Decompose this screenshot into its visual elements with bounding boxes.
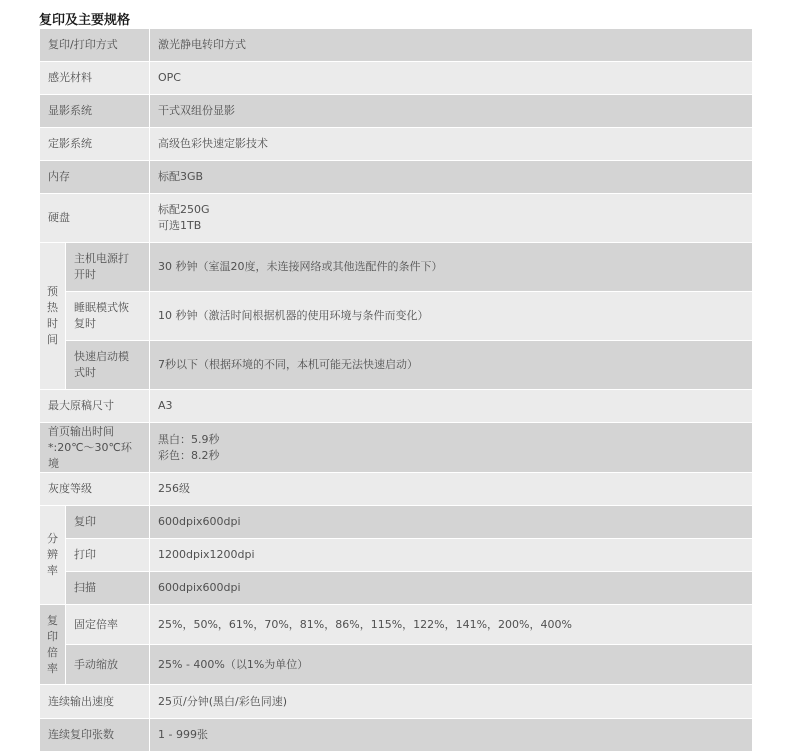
row-label: 主机电源打 开时 xyxy=(66,243,150,292)
row-label: 复印 xyxy=(66,506,150,539)
row-value: 黑白：5.9秒 彩色：8.2秒 xyxy=(150,423,753,473)
page-title: 复印及主要规格 xyxy=(39,13,131,28)
table-row xyxy=(40,341,753,390)
row-label: 感光材料 xyxy=(40,62,150,95)
row-label: 硬盘 xyxy=(40,194,150,243)
row-value: 干式双组份显影 xyxy=(150,95,753,128)
row-value: 600dpix600dpi xyxy=(150,572,753,605)
row-label: 打印 xyxy=(66,539,150,572)
table-row xyxy=(40,423,753,473)
table-row xyxy=(40,95,753,128)
row-label: 连续复印张数 xyxy=(40,719,150,752)
row-label: 复印/打印方式 xyxy=(40,29,150,62)
row-label: 首页输出时间 *:20℃～30℃环境 xyxy=(40,423,150,473)
table-row xyxy=(40,605,753,645)
table-row xyxy=(40,243,753,292)
row-label: 连续输出速度 xyxy=(40,685,150,719)
table-row xyxy=(40,719,753,752)
table-row xyxy=(40,572,753,605)
row-value: 1 - 999张 xyxy=(150,719,753,752)
row-value: 25页/分钟(黑白/彩色同速) xyxy=(150,685,753,719)
row-value: 25% - 400%（以1%为单位） xyxy=(150,645,753,685)
row-label: 扫描 xyxy=(66,572,150,605)
row-label: 灰度等级 xyxy=(40,473,150,506)
table-row xyxy=(40,685,753,719)
row-value: 25%，50%，61%，70%，81%，86%，115%，122%，141%，200%，400% xyxy=(150,605,753,645)
table-row xyxy=(40,194,753,243)
table-row xyxy=(40,128,753,161)
row-value: 7秒以下（根据环境的不同，本机可能无法快速启动） xyxy=(150,341,753,390)
table-row xyxy=(40,390,753,423)
row-label: 最大原稿尺寸 xyxy=(40,390,150,423)
row-label: 快速启动模 式时 xyxy=(66,341,150,390)
group-label-warmup: 预 热 时 间 xyxy=(40,243,66,390)
row-value: 30 秒钟（室温20度，未连接网络或其他选配件的条件下） xyxy=(150,243,753,292)
row-value: 256级 xyxy=(150,473,753,506)
table-row xyxy=(40,29,753,62)
table-row xyxy=(40,506,753,539)
table-row xyxy=(40,645,753,685)
row-value: A3 xyxy=(150,390,753,423)
table-row xyxy=(40,292,753,341)
table-row xyxy=(40,539,753,572)
value-line: 可选1TB xyxy=(158,219,202,232)
row-value: 标配3GB xyxy=(150,161,753,194)
group-label-resolution: 分 辨 率 xyxy=(40,506,66,605)
row-label: 固定倍率 xyxy=(66,605,150,645)
row-value: 1200dpix1200dpi xyxy=(150,539,753,572)
row-value: 10 秒钟（激活时间根据机器的使用环境与条件而变化） xyxy=(150,292,753,341)
table-row xyxy=(40,62,753,95)
row-label: 睡眠模式恢 复时 xyxy=(66,292,150,341)
table-row xyxy=(40,473,753,506)
row-value: 高级色彩快速定影技术 xyxy=(150,128,753,161)
table-row xyxy=(40,161,753,194)
group-label-zoom: 复 印 倍 率 xyxy=(40,605,66,685)
row-label: 定影系统 xyxy=(40,128,150,161)
row-value xyxy=(150,194,753,243)
row-label: 显影系统 xyxy=(40,95,150,128)
row-label: 内存 xyxy=(40,161,150,194)
row-value: 激光静电转印方式 xyxy=(150,29,753,62)
row-value: 600dpix600dpi xyxy=(150,506,753,539)
row-value: OPC xyxy=(150,62,753,95)
value-line: 标配250G xyxy=(158,203,210,216)
spec-table xyxy=(39,28,753,752)
row-label: 手动缩放 xyxy=(66,645,150,685)
